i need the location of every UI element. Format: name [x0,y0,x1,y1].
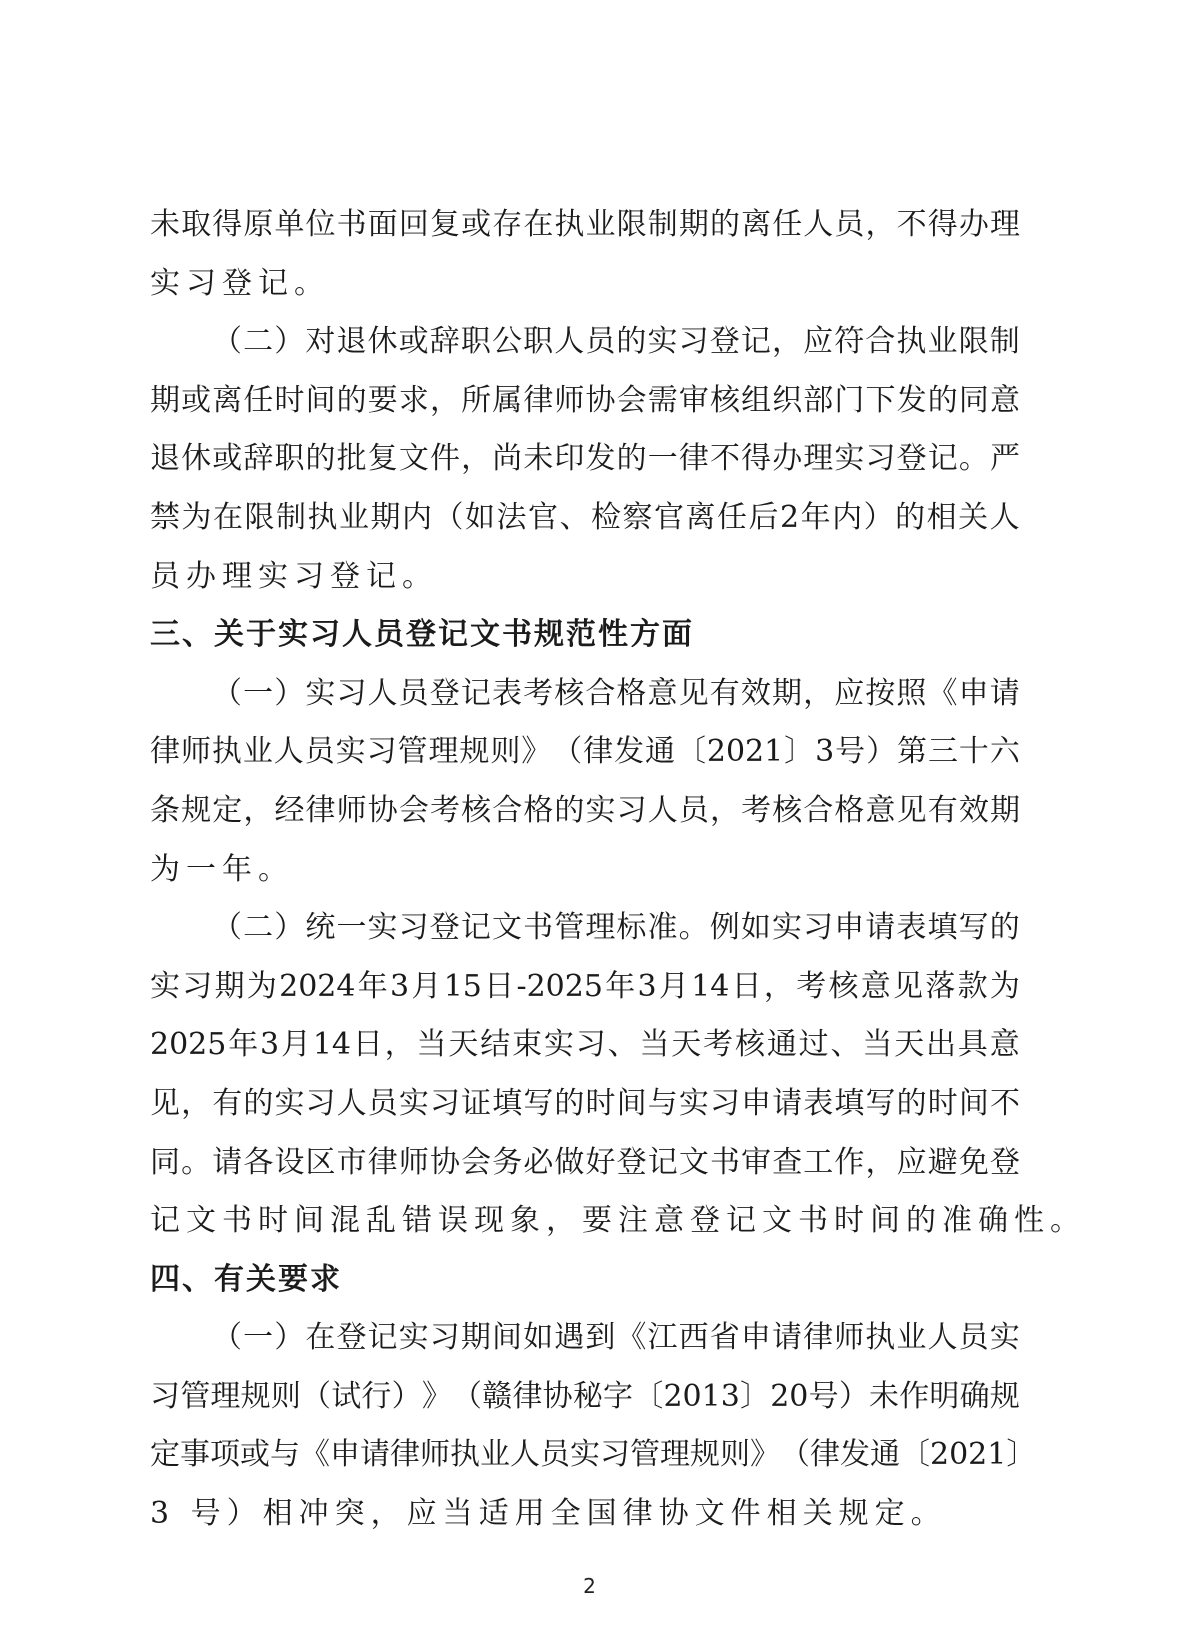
text-line: 定 事 项 或 与 《 申 请 律 师 执 业 人 员 实 习 管 理 规 则 》 （ 律 发 通 〔 2021 〕 [150,1437,1037,1473]
text-line: 退 休 或 辞 职 的 批 复 文 件 ， 尚 未 印 发 的 一 律 不 得 办 理 实 习 登 记 。 严 [150,441,1020,477]
text-line: 习 管 理 规 则 （ 试 行 ） 》 （ 赣 律 协 秘 字 〔 2013 〕 20 号 ） 未 作 明 确 规 [150,1378,1020,1414]
section-heading: 三、关于实习人员登记文书规范性方面 [150,617,694,653]
text-line: （ 一 ） 在 登 记 实 习 期 间 如 遇 到 《 江 西 省 申 请 律 师 执 业 人 员 实 [212,1320,1020,1356]
text-line: 2025 年 3 月 14 日 ， 当 天 结 束 实 习 、 当 天 考 核 通 过 、 当 天 出 具 意 [150,1027,1020,1063]
text-line: 实 习 期 为 2024 年 3 月 15 日 -2025 年 3 月 14 日 ， 考 核 意 见 落 款 为 [150,968,1020,1004]
text-line: 员办理实习登记。 [150,558,438,594]
text-line: 未 取 得 原 单 位 书 面 回 复 或 存 在 执 业 限 制 期 的 离 任 人 员 ， 不 得 办 理 [150,207,1020,242]
text-line: 同 。 请 各 设 区 市 律 师 协 会 务 必 做 好 登 记 文 书 审 查 工 作 ， 应 避 免 登 [150,1144,1020,1180]
text-line: 禁 为 在 限 制 执 业 期 内 （ 如 法 官 、 检 察 官 离 任 后 2 年 内 ） 的 相 关 人 [150,499,1020,535]
text-line: 3 号）相冲突，应当适用全国律协文件相关规定。 [150,1496,947,1532]
text-line: （ 二 ） 对 退 休 或 辞 职 公 职 人 员 的 实 习 登 记 ， 应 符 合 执 业 限 制 [212,324,1020,360]
text-line: （ 一 ） 实 习 人 员 登 记 表 考 核 合 格 意 见 有 效 期 ， 应 按 照 《 申 请 [212,675,1020,711]
text-line: 期 或 离 任 时 间 的 要 求 ， 所 属 律 师 协 会 需 审 核 组 织 部 门 下 发 的 同 意 [150,382,1020,418]
text-line: 条 规 定 ， 经 律 师 协 会 考 核 合 格 的 实 习 人 员 ， 考 核 合 格 意 见 有 效 期 [150,792,1020,828]
text-line: 为一年。 [150,851,294,887]
text-line: 记文书时间混乱错误现象，要注意登记文书时间的准确性。 [150,1203,1086,1239]
text-line: （ 二 ） 统 一 实 习 登 记 文 书 管 理 标 准 。 例 如 实 习 申 请 表 填 写 的 [212,910,1020,946]
page-number: 2 [583,1574,596,1598]
text-line: 律 师 执 业 人 员 实 习 管 理 规 则 》 （ 律 发 通 〔 2021 〕 3 号 ） 第 三 十 六 [150,734,1020,770]
document-body [150,196,1086,1544]
section-heading: 四、有关要求 [150,1261,342,1297]
text-line: 见 ， 有 的 实 习 人 员 实 习 证 填 写 的 时 间 与 实 习 申 请 表 填 写 的 时 间 不 [150,1085,1020,1121]
text-line: 实习登记。 [150,265,330,301]
